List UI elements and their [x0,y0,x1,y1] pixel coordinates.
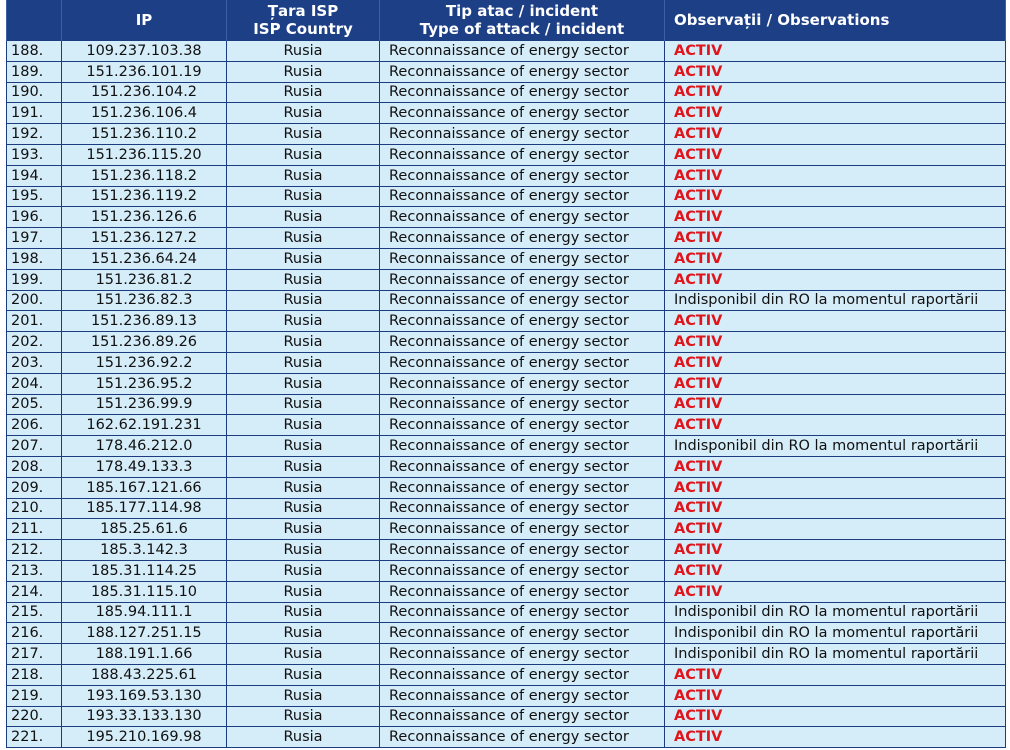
row-number: 202. [7,332,62,353]
attack-type: Reconnaissance of energy sector [380,61,665,82]
row-number: 193. [7,144,62,165]
table-row [7,540,1006,561]
isp-country: Rusia [227,456,380,477]
header-country [227,0,380,41]
table-body [7,41,1006,748]
status-active: ACTIV [665,352,1006,373]
row-number: 188. [7,41,62,62]
attack-type: Reconnaissance of energy sector [380,103,665,124]
isp-country: Rusia [227,228,380,249]
status-active: ACTIV [665,540,1006,561]
row-number: 218. [7,664,62,685]
table-row [7,311,1006,332]
ip-address: 151.236.89.13 [62,311,227,332]
attack-type: Reconnaissance of energy sector [380,290,665,311]
ip-address: 185.177.114.98 [62,498,227,519]
isp-country: Rusia [227,477,380,498]
isp-country: Rusia [227,560,380,581]
row-number: 200. [7,290,62,311]
isp-country: Rusia [227,124,380,145]
ip-address: 151.236.110.2 [62,124,227,145]
isp-country: Rusia [227,394,380,415]
status-active: ACTIV [665,61,1006,82]
status-active: ACTIV [665,124,1006,145]
ip-address: 188.127.251.15 [62,623,227,644]
row-number: 217. [7,644,62,665]
table-row [7,269,1006,290]
table-row [7,560,1006,581]
status-unavailable: Indisponibil din RO la momentul raportării [665,644,1006,665]
status-active: ACTIV [665,685,1006,706]
row-number: 196. [7,207,62,228]
isp-country: Rusia [227,41,380,62]
isp-country: Rusia [227,623,380,644]
table-row [7,664,1006,685]
status-unavailable: Indisponibil din RO la momentul raportării [665,602,1006,623]
table-row [7,332,1006,353]
ip-address: 193.169.53.130 [62,685,227,706]
status-active: ACTIV [665,186,1006,207]
attack-type: Reconnaissance of energy sector [380,82,665,103]
row-number: 214. [7,581,62,602]
attack-type: Reconnaissance of energy sector [380,332,665,353]
status-active: ACTIV [665,103,1006,124]
isp-country: Rusia [227,602,380,623]
ip-address: 185.167.121.66 [62,477,227,498]
row-number: 199. [7,269,62,290]
isp-country: Rusia [227,144,380,165]
isp-country: Rusia [227,373,380,394]
row-number: 206. [7,415,62,436]
table-row [7,207,1006,228]
table-row [7,186,1006,207]
row-number: 191. [7,103,62,124]
status-active: ACTIV [665,311,1006,332]
attack-type: Reconnaissance of energy sector [380,352,665,373]
attack-type: Reconnaissance of energy sector [380,436,665,457]
attack-type: Reconnaissance of energy sector [380,540,665,561]
status-unavailable: Indisponibil din RO la momentul raportării [665,290,1006,311]
header-type-ro: Tip atac / incident [445,2,599,20]
header-ip: IP [62,0,227,41]
attack-type: Reconnaissance of energy sector [380,623,665,644]
attack-type: Reconnaissance of energy sector [380,165,665,186]
isp-country: Rusia [227,332,380,353]
table-row [7,706,1006,727]
row-number: 211. [7,519,62,540]
attack-type: Reconnaissance of energy sector [380,644,665,665]
isp-country: Rusia [227,664,380,685]
attack-type: Reconnaissance of energy sector [380,248,665,269]
status-active: ACTIV [665,560,1006,581]
status-active: ACTIV [665,373,1006,394]
row-number: 201. [7,311,62,332]
header-row [7,0,1006,41]
ip-address: 151.236.89.26 [62,332,227,353]
row-number: 207. [7,436,62,457]
ip-address: 178.46.212.0 [62,436,227,457]
status-active: ACTIV [665,477,1006,498]
row-number: 220. [7,706,62,727]
header-type-en: Type of attack / incident [419,20,625,38]
ip-address: 185.3.142.3 [62,540,227,561]
isp-country: Rusia [227,581,380,602]
ip-address: 151.236.106.4 [62,103,227,124]
table-row [7,644,1006,665]
isp-country: Rusia [227,269,380,290]
status-active: ACTIV [665,269,1006,290]
isp-country: Rusia [227,248,380,269]
attack-type: Reconnaissance of energy sector [380,124,665,145]
status-active: ACTIV [665,248,1006,269]
table-row [7,373,1006,394]
row-number: 208. [7,456,62,477]
table-row [7,727,1006,748]
row-number: 215. [7,602,62,623]
attack-type: Reconnaissance of energy sector [380,664,665,685]
ip-address: 151.236.82.3 [62,290,227,311]
isp-country: Rusia [227,727,380,748]
status-active: ACTIV [665,144,1006,165]
table-row [7,228,1006,249]
ip-report-table-page [6,0,1005,748]
isp-country: Rusia [227,519,380,540]
ip-address: 193.33.133.130 [62,706,227,727]
table-row [7,477,1006,498]
table-row [7,82,1006,103]
attack-type: Reconnaissance of energy sector [380,415,665,436]
table-row [7,103,1006,124]
header-attack-type [380,0,665,41]
header-number [7,0,62,41]
status-active: ACTIV [665,394,1006,415]
row-number: 209. [7,477,62,498]
status-unavailable: Indisponibil din RO la momentul raportării [665,623,1006,644]
status-active: ACTIV [665,82,1006,103]
row-number: 219. [7,685,62,706]
isp-country: Rusia [227,165,380,186]
row-number: 216. [7,623,62,644]
row-number: 204. [7,373,62,394]
status-active: ACTIV [665,727,1006,748]
ip-address: 151.236.126.6 [62,207,227,228]
attack-type: Reconnaissance of energy sector [380,311,665,332]
isp-country: Rusia [227,311,380,332]
isp-country: Rusia [227,82,380,103]
table-row [7,415,1006,436]
ip-address: 185.25.61.6 [62,519,227,540]
ip-address: 151.236.104.2 [62,82,227,103]
isp-country: Rusia [227,352,380,373]
attack-type: Reconnaissance of energy sector [380,373,665,394]
status-active: ACTIV [665,228,1006,249]
table-row [7,290,1006,311]
row-number: 221. [7,727,62,748]
table-row [7,352,1006,373]
attack-type: Reconnaissance of energy sector [380,519,665,540]
attack-type: Reconnaissance of energy sector [380,269,665,290]
table-row [7,248,1006,269]
attack-type: Reconnaissance of energy sector [380,207,665,228]
attack-type: Reconnaissance of energy sector [380,685,665,706]
row-number: 203. [7,352,62,373]
status-active: ACTIV [665,415,1006,436]
ip-address: 195.210.169.98 [62,727,227,748]
status-active: ACTIV [665,664,1006,685]
isp-country: Rusia [227,540,380,561]
attack-type: Reconnaissance of energy sector [380,41,665,62]
status-active: ACTIV [665,498,1006,519]
attack-type: Reconnaissance of energy sector [380,477,665,498]
ip-address: 188.191.1.66 [62,644,227,665]
table-row [7,165,1006,186]
isp-country: Rusia [227,706,380,727]
ip-address: 151.236.118.2 [62,165,227,186]
attack-type: Reconnaissance of energy sector [380,456,665,477]
table-row [7,61,1006,82]
isp-country: Rusia [227,61,380,82]
row-number: 194. [7,165,62,186]
table-row [7,436,1006,457]
table-row [7,602,1006,623]
row-number: 210. [7,498,62,519]
row-number: 212. [7,540,62,561]
isp-country: Rusia [227,685,380,706]
table-row [7,498,1006,519]
isp-country: Rusia [227,498,380,519]
status-active: ACTIV [665,207,1006,228]
isp-country: Rusia [227,103,380,124]
ip-address: 151.236.99.9 [62,394,227,415]
ip-address: 188.43.225.61 [62,664,227,685]
status-active: ACTIV [665,519,1006,540]
ip-address: 151.236.92.2 [62,352,227,373]
table-row [7,124,1006,145]
attack-type: Reconnaissance of energy sector [380,228,665,249]
header-country-en: ISP Country [253,20,353,38]
ip-address: 109.237.103.38 [62,41,227,62]
header-country-ro: Țara ISP [267,2,339,20]
status-active: ACTIV [665,581,1006,602]
attack-type: Reconnaissance of energy sector [380,706,665,727]
ip-address: 151.236.95.2 [62,373,227,394]
table-row [7,581,1006,602]
status-active: ACTIV [665,706,1006,727]
isp-country: Rusia [227,207,380,228]
row-number: 195. [7,186,62,207]
isp-country: Rusia [227,415,380,436]
ip-address: 185.31.115.10 [62,581,227,602]
attack-type: Reconnaissance of energy sector [380,394,665,415]
ip-address: 185.31.114.25 [62,560,227,581]
status-active: ACTIV [665,456,1006,477]
ip-address: 151.236.127.2 [62,228,227,249]
status-unavailable: Indisponibil din RO la momentul raportării [665,436,1006,457]
attack-type: Reconnaissance of energy sector [380,581,665,602]
isp-country: Rusia [227,436,380,457]
table-row [7,685,1006,706]
ip-address: 151.236.81.2 [62,269,227,290]
status-active: ACTIV [665,332,1006,353]
row-number: 192. [7,124,62,145]
status-active: ACTIV [665,165,1006,186]
row-number: 190. [7,82,62,103]
row-number: 213. [7,560,62,581]
attack-type: Reconnaissance of energy sector [380,186,665,207]
ip-address: 162.62.191.231 [62,415,227,436]
ip-address: 185.94.111.1 [62,602,227,623]
row-number: 189. [7,61,62,82]
attack-type: Reconnaissance of energy sector [380,498,665,519]
ip-address: 178.49.133.3 [62,456,227,477]
table-row [7,41,1006,62]
isp-country: Rusia [227,186,380,207]
header-observations: Observații / Observations [665,0,1006,41]
table-row [7,519,1006,540]
ip-address: 151.236.115.20 [62,144,227,165]
row-number: 198. [7,248,62,269]
ip-address: 151.236.119.2 [62,186,227,207]
attack-type: Reconnaissance of energy sector [380,560,665,581]
table-header [7,0,1006,41]
table-row [7,144,1006,165]
status-active: ACTIV [665,41,1006,62]
attack-type: Reconnaissance of energy sector [380,144,665,165]
ip-address: 151.236.64.24 [62,248,227,269]
row-number: 197. [7,228,62,249]
ip-report-table [6,0,1006,748]
row-number: 205. [7,394,62,415]
ip-address: 151.236.101.19 [62,61,227,82]
attack-type: Reconnaissance of energy sector [380,727,665,748]
table-row [7,456,1006,477]
table-row [7,623,1006,644]
isp-country: Rusia [227,644,380,665]
attack-type: Reconnaissance of energy sector [380,602,665,623]
table-row [7,394,1006,415]
isp-country: Rusia [227,290,380,311]
